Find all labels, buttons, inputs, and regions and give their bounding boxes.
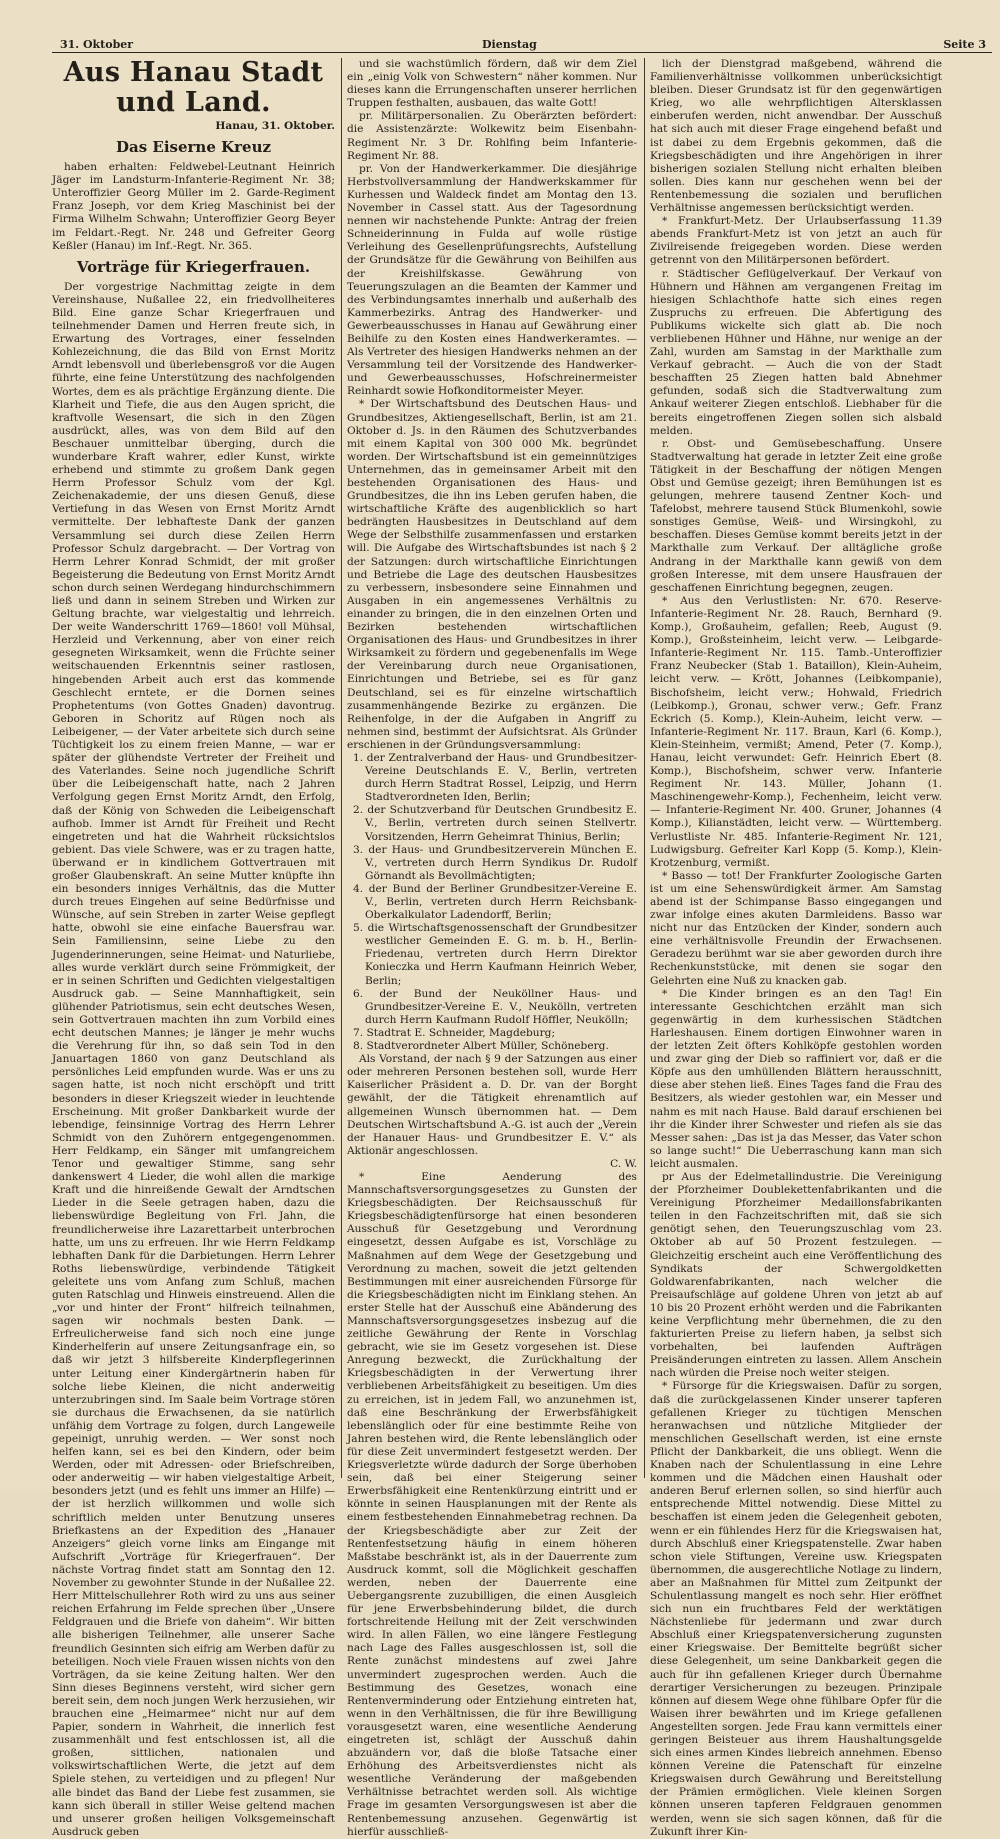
column-rule (644, 58, 645, 1478)
page-header (52, 38, 992, 53)
article-paragraph: pr. Von der Handwerkerkammer. Die diesjährige Herbstvollversammlung der Handwerkskammer für Kurhessen und Waldeck findet am Montag den 13. November in Cassel statt. Aus der Tagesordnung nennen wir nachstehende Punkte: Antrag der freien Schneiderinnung in Fulda auf wolle rüstige Verleihung des Gesellenprüfungsrechts, Aufstellung der Grundsätze für die Gewährung von Beihilfen aus der Kreishilfskasse. Gewährung von Teuerungszulagen an die Beamten der Kammer und des Verbindungsamtes innerhalb und außerhalb des Kammerbezirks. Antrag des Handwerker- und Gewerbeausschusses in Hanau auf Gewährung einer Beihilfe zu den Kosten eines Handwerkeramtes. — Als Vertreter des hiesigen Handwerks nehmen an der Versammlung teil der Vorsitzende des Handwerker- und Gewerbeausschusses, Hofschreinermeister Reinhardt sowie Hofkonditormeister Meyer. (347, 162, 637, 398)
column-rule (341, 58, 342, 1478)
list-item: 4. der Bund der Berliner Grundbesitzer-Vereine E. V., Berlin, vertreten durch Herrn Reichsbank-Oberkalkulator Ladendorff, Berlin; (353, 882, 637, 922)
list-item: 2. der Schutzverband für Deutschen Grundbesitz E. V., Berlin, vertreten durch seinen Stellvertr. Vorsitzenden, Herrn Geheimrat Thinius, Berlin; (353, 804, 637, 843)
list-item: 6. der Bund der Neuköllner Haus- und Grundbesitzer-Vereine E. V., Neukölln, vertreten durch Herrn Kaufmann Rudolf Höffler, Neukölln; (353, 987, 637, 1026)
article-heading: Vorträge für Kriegerfrauen. (76, 257, 311, 276)
article-paragraph: * Eine Aenderung des Mannschaftsversorgungsgesetzes zu Gunsten der Kriegsbeschädigten. Der Reichsausschuß für Kriegsbeschädigtenfürsorge hat einen besonderen Ausschuß für Gesetzgebung und Verordnung eingesetzt, dessen Aufgabe es ist, Vorschläge zu Maßnahmen auf dem Wege der Gesetzgebung und Verordnung zu machen, soweit die jetzt geltenden Bestimmungen mit einer ausreichenden Fürsorge für die Kriegsbeschädigten nicht im Einklang stehen. An erster Stelle hat der Ausschuß eine Abänderung des Mannschaftsversorgungsgesetzes insbezug auf die zeitliche Gewährung der Rente in Vorschlag gebracht, wie sie im Gesetz vorgesehen ist. Diese Anregung bezweckt, die Zurückhaltung der Kriegsbeschädigten in der Verwertung ihrer verbliebenen Arbeitsfähigkeit zu beseitigen. Um dies zu erreichen, ist in jedem Fall, wo anzunehmen ist, daß eine Beschränkung der Erwerbsfähigkeit lebenslänglich oder für eine bestimmte Reihe von Jahren bestehen wird, die Rente lebenslänglich oder für diese Zeit unvermindert festgesetzt werden. Der Kriegsverletzte würde dadurch der Sorge überhoben sein, daß bei einer Steigerung seiner Erwerbsfähigkeit eine Rentenkürzung eintritt und er könnte in seinen Hausplanungen mit der Rente als einem festbestehenden Einnahmebetrag rechnen. Da der Kriegsbeschädigte aber zur Zeit der Rentenfestsetzung häufig in einem höheren Maßstabe beschränkt ist, als in der Dauerrente zum Ausdruck kommt, soll die Möglichkeit geschaffen werden, neben der Dauerrente eine Uebergangsrente zuzubilligen, die einen Ausgleich für jene Erwerbsbehinderung bildet, die durch fortschreitende Heilung mit der Zeit verschwinden wird. In allen Fällen, wo eine längere Festlegung nach Lage des Falles ausgeschlossen ist, soll die Rente zunächst mindestens auf zwei Jahre unvermindert zugesprochen werden. Auch die Bestimmung des Gesetzes, wonach eine Rentenverminderung oder Entziehung eintreten hat, wenn in den Verhältnissen, die für ihre Bewilligung vorausgesetzt waren, eine wesentliche Aenderung eingetreten ist, schlägt der Ausschuß dahin abzuändern vor, daß die bloße Tatsache einer Erhöhung des Arbeitsverdienstes nicht als wesentliche Veränderung der maßgebenden Verhältnisse betrachtet werden soll. Als wichtige Frage im gesamten Versorgungswesen ist aber die Rentenbemessung anzusehen. Gegenwärtig ist hierfür ausschließ- (347, 1170, 637, 1838)
article-paragraph: lich der Dienstgrad maßgebend, während die Familienverhältnisse vollkommen unberücksichtigt bleiben. Dieser Grundsatz ist für den gegenwärtigen Krieg, wo alle wehrpflichtigen Altersklassen einberufen werden, nicht anwendbar. Der Ausschuß hat sich auch mit dieser Frage eingehend befaßt und ist dabei zu dem Ergebnis gekommen, daß die Kriegsbeschädigten und ihre Angehörigen in ihrer bisherigen sozialen Stellung nicht erhalten bleiben sollen. Dies kann nur geschehen wenn bei der Rentenbemessung die sozialen und beruflichen Verhältnisse angemessen berücksichtigt werden. (650, 58, 942, 215)
article-paragraph: * Aus den Verlustlisten: Nr. 670. Reserve-Infanterie-Regiment Nr. 28. Rauch, Bernhard (9. Komp.), Großauheim, gefallen; Reeb, August (9. Komp.), Großsteinheim, leicht verw. — Leibgarde-Infanterie-Regiment Nr. 115. Tamb.-Unteroffizier Franz Neubecker (Stab 1. Bataillon), Klein-Auheim, leicht verw. — Krött, Johannes (Leibkompanie), Bischofsheim, leicht verw.; Hohwald, Friedrich (Leibkomp.), Gronau, schwer verw.; Gefr. Franz Eckrich (5. Komp.), Klein-Auheim, leicht verw. — Infanterie-Regiment Nr. 117. Braun, Karl (6. Komp.), Klein-Steinheim, vermißt; Amend, Peter (7. Komp.), Hanau, leicht verwundet: Gefr. Heinrich Ebert (8. Komp.), Bischofsheim, schwer verw. Infanterie Regiment Nr. 143. Müller, Johann (1. Maschinengewehr-Komp.), Fechenheim, leicht verw. — Infanterie-Regiment Nr. 400. Gruner, Johannes (4 Komp.), Kilianstädten, leicht verw. — Württemberg. Verlustliste Nr. 485. Infanterie-Regiment Nr. 121, Ludwigsburg. Gefreiter Karl Kopp (5. Komp.), Klein-Krotzenburg, vermißt. (650, 594, 942, 869)
column-1 (52, 57, 335, 1838)
list-item: 8. Stadtverordneter Albert Müller, Schöneberg. (353, 1040, 609, 1053)
list-item: 5. die Wirtschaftsgenossenschaft der Grundbesitzer westlicher Gemeinden E. G. m. b. H., Berlin-Friedenau, vertreten durch Herrn Direktor Konieczka und Herrn Kaufmann Heinrich Weber, Berlin; (353, 922, 637, 987)
article-paragraph: * Frankfurt-Metz. Der Urlaubserfassung 11.39 abends Frankfurt-Metz ist von jetzt an auch für Zivilreisende freigegeben worden. Diese werden getrennt von den Militärpersonen befördert. (650, 215, 942, 267)
header-date: 31. Oktober (60, 38, 134, 51)
author-signature: C. W. (610, 1157, 637, 1170)
article-paragraph: * Basso — tot! Der Frankfurter Zoologische Garten ist um eine Sehenswürdigkeit ärmer. Am Samstag abend ist der Schimpanse Basso eingegangen und zwar infolge eines akuten Darmleidens. Basso war nicht nur das Entzücken der Kinder, sondern auch eine verhältnisvolle Freundin der Erwachsenen. Geradezu berühmt war sie aber geworden durch ihre Rechenkunststücke, mit denen sie sogar den Gelehrten eine Nuß zu knacken gab. (650, 869, 942, 987)
article-paragraph: Als Vorstand, der nach § 9 der Satzungen aus einer oder mehreren Personen bestehen soll, wurde Herr Kaiserlicher Präsident a. D. Dr. van der Borght gewählt, der die Tätigkeit ehrenamtlich auf allgemeinen Wunsch übernommen hat. — Dem Deutschen Wirtschaftsbund A.-G. ist auch der „Verein der Hanauer Haus- und Grundbesitzer E. V.“ als Aktionär angeschlossen. (347, 1053, 637, 1157)
article-paragraph: Der vorgestrige Nachmittag zeigte in dem Vereinshause, Nußallee 22, ein friedvollheiteres Bild. Eine ganze Schar Kriegerfrauen und teilnehmender Damen und Herren freute sich, in Erwartung des Vortrages, einer fesselnden Kohlezeichnung, die das Bild von Ernst Moritz Arndt lebensvoll und überlebensgroß vor die Augen führte, eine feine Unterstützung des nachfolgenden Wortes, dem es als prächtige Ergänzung diente. Die Klarheit und Tiefe, die aus den Augen spricht, die kraftvolle Wesensart, die sich in den Zügen ausdrückt, alles, was von dem Bild auf den Beschauer unmittelbar überging, durch die wunderbare Kraft wahrer, edler Kunst, wirkte erhebend und stimmte zu großem Dank gegen Herrn Professor Schulz vom der Kgl. Zeichenakademie, der uns diesen Genuß, diese Vertiefung in das Wesen von Ernst Moritz Arndt vermittelte. Der lebhafteste Dank der ganzen Versammlung sei durch diese Zeilen Herrn Professor Schulz dargebracht. — Der Vortrag von Herrn Lehrer Konrad Schmidt, der mit großer Begeisterung die Bedeutung von Ernst Moritz Arndt schon durch seinen Werdegang hindurchschimmern ließ und dann in seinem Streben und Wirken zur Geltung brachte, war vielgestaltig und lehrreich. Der weite Wanderschritt 1769—1860! voll Mühsal, Herzleid und Verkennung, aber von einer reich gesegneten Wirksamkeit, wenn die Früchte seiner weitschauenden Erkenntnis seiner rastlosen, hingebenden Arbeit auch erst das kommende Geschlecht erntete, er die Dornen seines Prophetentums (von Gottes Gnaden) davontrug. Geboren in Schoritz auf Rügen noch als Leibeigener, — der Vater arbeitete sich durch seine Tüchtigkeit los zu einem freien Manne, — war er später der glühendste Vertreter der Freiheit und des Vaterlandes. Seine noch jugendliche Schrift über die Leibeigenschaft hatte, nach 2 Jahren Verfolgung gegen Ernst Moritz Arndt, den Erfolg, daß der König von Schweden die Leibeigenschaft aufhob. Immer ist Arndt für Freiheit und Recht eingetreten und hat die Wahrheit rücksichtslos gebient. Das viele Schwere, was er zu tragen hatte, überwand er in kindlichem Gottvertrauen mit großer Glaubenskraft. An seine Mutter knüpfte ihn ein besonders inniges Verhältnis, das die Mutter durch treues Eingehen auf seine Bedürfnisse und Wünsche, auf sein Streben in zarter Weise gepflegt hatte, obwohl sie eine einfache Bauersfrau war. Sein Familiensinn, seine Liebe zu den Jugenderinnerungen, seine Heimat- und Naturliebe, alles wurde verklärt durch seine Frömmigkeit, der er in seinen Schriften und Gedichten vielgestaltigen Ausdruck gab. — Seine Mannhaftigkeit, sein glühender Patriotismus, sein echt deutsches Wesen, sein Gottvertrauen machten ihn zum Vorbild eines echt deutschen Mannes; je länger je mehr wuchs die Verehrung für ihn, so daß sein Tod in den Januartagen 1860 von ganz Deutschland als persönliches Leid empfunden wurde. Was er uns zu sagen hatte, ist noch nicht erschöpft und tritt besonders in dieser Kriegszeit wieder in leuchtende Erscheinung. Mit großer Dankbarkeit wurde der lebendige, feinsinnige Vortrag des Herrn Lehrer Schmidt von den Zuhörern entgegengenommen. Herr Feldkamp, ein Sänger mit umfangreichem Tenor und gewaltiger Stimme, sang sehr dankenswert 4 Lieder, die wohl allen die markige Kraft und die hinreißende Gewalt der Arndtschen Lieder in die Seele getragen haben, dazu die liebenswürdige Begleitung von Frl. Jahn, die freundlicherweise ihre Lazarettarbeit unterbrochen hatte, um uns zu erfreuen. Ihr wie Herrn Feldkamp lebhaften Dank für die Darbietungen. Herrn Lehrer Roths liebenswürdige, verbindende Tätigkeit geleitete uns vom Anfang zum Schluß, machen guten Ratschlag und Hinweis einstreuend. Allen die „vor und hinter der Front“ hilfreich teilnahmen, sagen wir nochmals besten Dank. — Erfreulicherweise fand sich noch eine junge Kinderhelferin auf unsere Zeitungsanfrage ein, so daß wir jetzt 3 hilfsbereite Kinderpflegerinnen unter Leitung einer Kindergärtnerin haben für solche liebe Kleinen, die nicht anderweitig unterzubringen sind. Im Saale beim Vortrage stören sie durchaus die Erwachsenen, da sie natürlich unfähig dem Vortrage zu folgen, durch Langeweile gepeinigt, unruhig werden. — Wer sonst noch helfen kann, sei es bei den Kindern, oder beim Werden, oder mit Adressen- oder Briefschreiben, oder anderweitig — wir haben vielgestaltige Arbeit, besonders jetzt (und es fehlt uns immer an Hilfe) — der ist herzlich willkommen und wolle sich schriftlich melden unter Benutzung unseres Briefkastens an der Expedition des „Hanauer Anzeigers“ gleich vorne links am Eingange mit Aufschrift „Vorträge für Kriegerfrauen“. Der nächste Vortrag findet statt am Sonntag den 12. November zu gewohnter Stunde in der Nußallee 22. Herr Mittelschullehrer Roth wird zu uns aus seiner reichen Erfahrung im Felde sprechen über „Unsere Feldgrauen und die Briefe von daheim“. Wir bitten alle bisherigen Teilnehmer, alle unserer Sache freundlich Gesinnten sich eifrig am Werben dafür zu beteiligen. Noch viele Frauen wissen nichts von den Vorträgen, da sie keine Zeitung halten. Wer den Sinn dieses Beginnens versteht, wird sicher gern bereit sein, dem noch jungen Werk herzusiehen, wir brauchen eine „Heimarmee“ nicht nur auf dem Papier, sondern in Wahrheit, die innerlich fest zusammenhält und fest entschlossen ist, all die großen, sittlichen, nationalen und volkswirtschaftlichen Werte, die jetzt auf dem Spiele stehen, zu verteidigen und zu pflegen! Nur alle bindet das Band der Liebe fest zusammen, sie kann sich überall in stiller Weise geltend machen und unserer großen heiligen Volksgemeinschaft Ausdruck geben (52, 280, 335, 1838)
article-heading: Das Eiserne Kreuz (116, 138, 271, 157)
list-item: 1. der Zentralverband der Haus- und Grundbesitzer-Vereine Deutschlands E. V., Berlin, vertreten durch Herrn Stadtrat Rossel, Leipzig, und Herrn Stadtverordneten Iden, Berlin; (353, 751, 637, 804)
header-page-number: Seite 3 (943, 38, 986, 51)
dateline: Hanau, 31. Oktober. (215, 120, 335, 132)
header-weekday: Dienstag (482, 38, 537, 51)
article-paragraph: pr Aus der Edelmetallindustrie. Die Vereinigung der Pforzheimer Doublekettenfabrikanten und die Vereinigung Pforzheimer Medaillonsfabrikanten teilen in den Fachzeitschriften mit, daß sie sich genötigt sehen, den Teuerungszuschlag vom 23. Oktober ab auf 50 Prozent festzulegen. — Gleichzeitig erscheint auch eine Veröffentlichung des Syndikats der Schwergoldketten Goldwarenfabrikanten, nach welcher die Preisaufschläge auf goldene Uhren von jetzt ab auf 10 bis 20 Prozent erhöht werden und die Fabrikanten keine Verpflichtung mehr übernehmen, die zu den fakturierten Preise zu liefern haben, ja selbst sich vorbehalten, bei laufenden Aufträgen Preisänderungen eintreten zu lassen. Allem Anschein nach würden die Preise noch weiter steigen. (650, 1170, 942, 1380)
article-paragraph: * Fürsorge für die Kriegswaisen. Dafür zu sorgen, daß die zurückgelassenen Kinder unserer tapferen gefallenen Krieger zu tüchtigen Menschen heranwachsen und nützliche Mitglieder der menschlichen Gesellschaft werden, ist eine ernste Pflicht der Dankbarkeit, die uns obliegt. Wenn die Knaben nach der Schulentlassung in eine Lehre kommen und die Mädchen einen Haushalt oder anderen Beruf erlernen sollen, so sind hierfür auch entsprechende Mittel notwendig. Diese Mittel zu beschaffen ist einem jeden die Gelegenheit geboten, wenn er ein fühlendes Herz für die Kriegswaisen hat, durch Abschluß einer Kriegspatenstelle. Zwar haben schon viele Stiftungen, Vereine usw. Kriegspaten übernommen, die ausgerechtliche Notlage zu lindern, aber an Maßnahmen für Mittel zum Zeitpunkt der Schulentlassung mangelt es noch sehr. Hier eröffnet sich nun ein fruchtbares Feld der werktätigen Nächstenliebe für jedermann und zwar durch Abschluß einer Kriegspatenversicherung zugunsten einer Kriegswaise. Der Bemittelte begrüßt sicher diese Gelegenheit, um seine Dankbarkeit gegen die auch für ihn gefallenen Krieger durch Übernahme derartiger Versicherungen zu bezeugen. Prinzipale können auf diesem Wege ohne fühlbare Opfer für die Waisen ihrer bewährten und im Kriege gefallenen Angestellten sorgen. Jede Frau kann vermittels einer geringen Beisteuer aus ihrem Haushaltungsgelde sich eines armen Kindes liebreich annehmen. Ebenso können Vereine die Patenschaft für einzelne Kriegswaisen durch Gewährung und Bereitstellung der Prämien ermöglichen. Viele kleinen Sorgen können unseren tapferen Feldgrauen genommen werden, wenn sie sich sagen können, daß für die Zukunft ihrer Kin- (650, 1380, 942, 1838)
list-item: 7. Stadtrat E. Schneider, Magdeburg; (353, 1026, 556, 1039)
section-masthead: Aus Hanau Stadt und Land. (63, 57, 324, 118)
article-paragraph: haben erhalten: Feldwebel-Leutnant Heinrich Jäger im Landsturm-Infanterie-Regiment Nr. 38; Unteroffizier Georg Müller im 2. Garde-Regiment Franz Joseph, vor dem Krieg Maschinist bei der Firma Wilhelm Schwahn; Unteroffizier Georg Beyer im Feldart.-Regt. Nr. 248 und Gefreiter Georg Keßler (Hanau) im Inf.-Regt. Nr. 365. (52, 161, 335, 252)
article-paragraph: pr. Militärpersonalien. Zu Oberärzten befördert: die Assistenzärzte: Wolkewitz beim Eisenbahn-Regiment Nr. 3 Dr. Rohlfing beim Infanterie-Regiment Nr. 88. (347, 110, 637, 162)
article-paragraph: r. Städtischer Geflügelverkauf. Der Verkauf von Hühnern und Hähnen am vergangenen Freitag im hiesigen Schlachthofe hatte sich eines regen Zuspruchs zu erfreuen. Die Abfertigung des Publikums wickelte sich glatt ab. Die noch verbliebenen Hühner und Hähne, nur wenige an der Zahl, wurden am Samstag in der Markthalle zum Verkauf gebracht. — Auch die von der Stadt beschafften 25 Ziegen hatten bald Abnehmer gefunden, sodaß sich die Stadtverwaltung zum Ankauf weiterer Ziegen entschloß. Liebhaber für die bereits eingetroffenen Ziegen sollen sich alsbald melden. (650, 267, 942, 437)
founders-list (347, 752, 637, 1053)
list-item: 3. der Haus- und Grundbesitzerverein München E. V., vertreten durch Herrn Syndikus Dr. Rudolf Görnandt als Bevollmächtigten; (353, 843, 637, 882)
article-paragraph: * Die Kinder bringen es an den Tag! Ein interessante Geschichtchen erzählt man sich gegenwärtig in dem kurhessischen Städtchen Harleshausen. Einem dortigen Einwohner waren in der letzten Zeit öfters Kohlköpfe gestohlen worden und zwar ging der Dieb so raffiniert vor, daß er die Köpfe aus den umhüllenden Blättern herausschnitt, diese aber stehen ließ. Eines Tages fand die Frau des Besitzers, als wieder gestohlen war, ein Messer und nahm es mit nach Hause. Bald darauf erschienen bei ihr die Kinder ihrer Schwester und riefen als sie das Messer sahen: „Das ist ja das Messer, das Vater schon so lange sucht!“ Die Ueberraschung kann man sich leicht ausmalen. (650, 987, 942, 1170)
column-3 (650, 58, 942, 1838)
article-paragraph: * Der Wirtschaftsbund des Deutschen Haus- und Grundbesitzes, Aktiengesellschaft, Berlin, ist am 21. Oktober d. Js. in den Räumen des Schutzverbandes mit einem Kapital von 300 000 Mk. begründet worden. Der Wirtschaftsbund ist ein gemeinnütziges Unternehmen, das in gemeinsamer Arbeit mit den bestehenden Organisationen des Haus- und Grundbesitzes, die ihn ins Leben gerufen haben, die wirtschaftliche Kräfte des augenblicklich so hart bedrängten Hausbesitzes in Deutschland auf dem Wege der Selbsthilfe zusammenfassen und erstarken will. Die Aufgabe des Wirtschaftsbundes ist nach § 2 der Satzungen: durch wirtschaftliche Einrichtungen und Betriebe die Lage des deutschen Hausbesitzes zu verbessern, insbesondere seine Einnahmen und Ausgaben in ein angemessenes Verhältnis zu einander zu bringen, die in den einzelnen Orten und Bezirken bestehenden wirtschaftlichen Organisationen des Haus- und Grundbesitzes in ihrer Wirksamkeit zu fördern und gegebenenfalls im Wege der Vereinbarung durch neue Organisationen, Einrichtungen und Betriebe, sei es für ganz Deutschland, sei es für einzelne wirtschaftlich zusammenhängende Bezirke zu ergänzen. Die Reihenfolge, in der die Aufgaben in Angriff zu nehmen sind, bestimmt der Aufsichtsrat. Als Gründer erschienen in der Gründungsversammlung: (347, 398, 637, 751)
column-2 (347, 58, 637, 1838)
article-paragraph: und sie wachstümlich fördern, daß wir dem Ziel ein „einig Volk von Schwestern“ näher kommen. Nur dieses kann die Errungenschaften unserer herrlichen Truppen festhalten, ausbauen, das walte Gott! (347, 58, 637, 110)
article-paragraph: r. Obst- und Gemüsebeschaffung. Unsere Stadtverwaltung hat gerade in letzter Zeit eine große Tätigkeit in der Beschaffung der nötigen Mengen Obst und Gemüse gezeigt; ihren Bemühungen ist es gelungen, mehrere tausend Zentner Koch- und Tafelobst, mehrere tausend Stück Blumenkohl, sowie sonstiges Gemüse, Weiß- und Wirsingkohl, zu beschaffen. Dieses Gemüse kommt bereits jetzt in der Markthalle zum Verkauf. Der alltägliche große Andrang in der Markthalle kann gewiß von dem großen Interesse, mit dem unsere Hausfrauen der geschaffenen Einrichtung begegnen, zeugen. (650, 437, 942, 594)
